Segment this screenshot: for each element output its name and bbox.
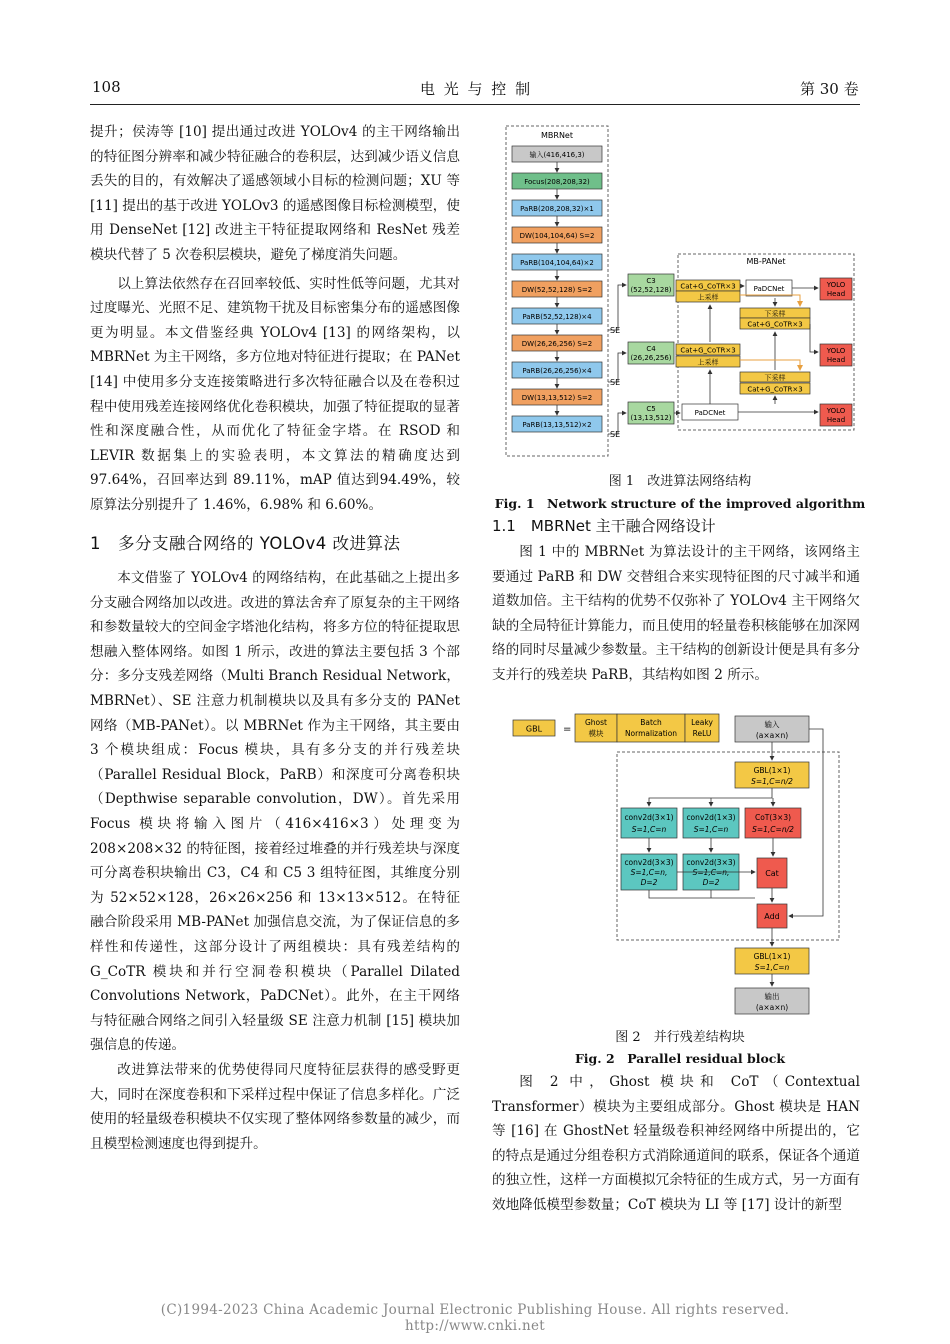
- svg-text:S=1,C=n/2: S=1,C=n/2: [752, 825, 794, 834]
- svg-text:GBL: GBL: [525, 724, 543, 734]
- right-paragraph-2: 图 2 中，Ghost 模块和 CoT（Contextual Transformer）模块为主要组成部分。Ghost 模块是 HAN 等 [16] 在 GhostNet 轻量级卷积神经网络中所提出的，它的特点是通过分组卷积方式消除通道间的联系，保证各个通道的独立性，这样一方面模拟冗余特征的生成方式，另一方面有效地降低模型参数量；CoT 模块为 LI 等 [17] 设计的新型: [492, 1074, 860, 1213]
- left-paragraph-3: 本文借鉴了 YOLOv4 的网络结构，在此基础之上提出多分支融合网络加以改进。改进的算法舍弃了原复杂的主干网络和参数量较大的空间金字塔池化结构，将多方位的特征提取思想融入整体网络。如图 1 所示，改进的算法主要包括 3 个部分：多分支残差网络（Multi Branch Residual Network，MBRNet）、SE 注意力机制模块以及具有多分支的 PANet 网络（MB-PANet）。以 MBRNet 作为主干网络，其主要由 3 个模块组成：Focus 模块，具有多分支的并行残差块（Parallel Residual Block，PaRB）和深度可分离卷积块（Depthwise separable convolution，DW）。首先采用 Focus 模块将输入图片（416×416×3）处理变为 208×208×32 的特征图，接着经过堆叠的并行残差块与深度可分离卷积块输出 C3，C4 和 C5 3 组特征图，其维度分别为 52×52×128，26×26×256 和 13×13×512。在特征融合阶段采用 MB-PANet 加强信息交流，为了保证信息的多样性和传递性，这部分设计了两组模块：具有残差结构的 G_CoTR 模块和并行空洞卷积模块（Parallel Dilated Convolutions Network，PaDCNet）。此外，在主干网络与特征融合网络之间引入轻量级 SE 注意力机制 [15] 模块加强信息的传递。: [90, 570, 460, 1054]
- subsection-title: 1.1 MBRNet 主干融合网络设计: [492, 517, 716, 535]
- cat-block-top: [676, 280, 740, 302]
- se-label-c4: SE: [610, 378, 621, 387]
- svg-text:(13,13,512): (13,13,512): [630, 414, 672, 422]
- svg-text:S=1,C=n: S=1,C=n: [754, 963, 790, 972]
- cat-block: [757, 858, 787, 888]
- svg-text:输入: 输入: [764, 720, 780, 729]
- svg-text:下采样: 下采样: [764, 374, 786, 382]
- figure-2-caption-cn: 图 2 并行残差结构块: [615, 1030, 745, 1045]
- c5-block: [628, 402, 674, 424]
- backbone-blocks: [512, 146, 602, 432]
- backbone-block-label: DW(26,26,256) S=2: [521, 340, 593, 348]
- svg-text:YOLO: YOLO: [826, 407, 846, 415]
- svg-text:ReLU: ReLU: [692, 729, 712, 738]
- input-block: [735, 716, 809, 742]
- figure-1-skip-links: [740, 295, 803, 370]
- figure-2-caption-en: Fig. 2 Parallel residual block: [574, 1051, 786, 1066]
- svg-text:S=1,C=n,: S=1,C=n,: [692, 868, 730, 877]
- left-column: [90, 120, 460, 1156]
- svg-text:Cat+G_CoTR×3: Cat+G_CoTR×3: [680, 346, 736, 355]
- mbrnet-title: MBRNet: [541, 131, 573, 140]
- svg-text:C4: C4: [646, 345, 656, 353]
- padcnet-bottom: [682, 404, 738, 420]
- conv33a-block: [621, 854, 677, 890]
- yolo-head-1: [820, 278, 852, 300]
- journal-title: 电 光 与 控 制: [420, 80, 533, 98]
- svg-text:conv2d(1×3): conv2d(1×3): [686, 813, 736, 822]
- left-paragraph-4: 改进算法带来的优势使得同尺度特征层获得的感受野更大，同时在深度卷积和下采样过程中保证了信息多样化。广泛使用的轻量级卷积模块不仅实现了整体网络参数量的减少，而且模型检测速度也得到提升。: [90, 1061, 460, 1152]
- gbl-bottom-block: [735, 948, 809, 974]
- c4-block: [628, 342, 674, 364]
- yolo-head-2: [820, 344, 852, 366]
- backbone-block-label: PaRB(208,208,32)×1: [520, 205, 594, 213]
- left-paragraph-1: 提升；侯涛等 [10] 提出通过改进 YOLOv4 的主干网络输出的特征图分辨率和减少特征融合的卷积层，达到减少语义信息丢失的目的，有效解决了遥感领域小目标的检测问题；XU 等 [11] 提出的基于改进 YOLOv3 的遥感图像目标检测模型，使用 DenseNet [12] 改进主干特征提取网络和 ResNet 残差模块代替了 5 次卷积层模块，避免了梯度消失问题。: [90, 124, 460, 263]
- svg-text:Normalization: Normalization: [624, 729, 678, 738]
- se-label-c3: SE: [610, 326, 621, 335]
- down-block-2: [740, 372, 810, 394]
- header-rule: [90, 104, 860, 105]
- conv31-block: [621, 808, 677, 838]
- copyright-footer: (C)1994-2023 China Academic Journal Electronic Publishing House. All rights reserved. http://www.cnki.net: [160, 1302, 817, 1334]
- add-block: [757, 904, 787, 928]
- right-column-top: [492, 540, 860, 688]
- svg-text:Cat+G_CoTR×3: Cat+G_CoTR×3: [747, 320, 803, 329]
- padcnet-top: [746, 280, 792, 296]
- svg-text:C5: C5: [646, 405, 656, 413]
- svg-text:GBL(1×1): GBL(1×1): [753, 766, 791, 775]
- figure-1-caption-en: Fig. 1 Network structure of the improved algorithm: [494, 496, 866, 511]
- svg-text:Head: Head: [826, 356, 846, 364]
- backbone-block-label: DW(13,13,512) S=2: [521, 394, 593, 402]
- svg-text:S=1,C=n/2: S=1,C=n/2: [751, 777, 793, 786]
- backbone-block-label: PaRB(13,13,512)×2: [522, 421, 592, 429]
- svg-text:=: =: [563, 724, 572, 735]
- svg-text:CoT(3×3): CoT(3×3): [754, 813, 792, 822]
- figure-2-diagram: [505, 712, 855, 1022]
- svg-text:S=1,C=n: S=1,C=n: [631, 825, 667, 834]
- svg-text:S=1,C=n: S=1,C=n: [693, 825, 729, 834]
- svg-text:PaDCNet: PaDCNet: [753, 285, 785, 293]
- svg-text:Cat+G_CoTR×3: Cat+G_CoTR×3: [680, 282, 736, 291]
- right-column-bottom: [492, 1070, 860, 1218]
- backbone-block-label: PaRB(26,26,256)×4: [522, 367, 592, 375]
- c3-block: [628, 274, 674, 296]
- svg-text:Ghost: Ghost: [584, 718, 608, 727]
- page-number: 108: [92, 78, 121, 96]
- down-block-1: [740, 308, 810, 329]
- svg-text:下采样: 下采样: [764, 310, 786, 318]
- figure-1-caption-cn: 图 1 改进算法网络结构: [608, 474, 752, 489]
- svg-text:D=2: D=2: [702, 878, 720, 887]
- figure-1-diagram: [500, 120, 860, 465]
- svg-text:Batch: Batch: [640, 718, 662, 727]
- svg-text:Head: Head: [826, 290, 846, 298]
- svg-text:Cat+G_CoTR×3: Cat+G_CoTR×3: [747, 385, 803, 394]
- svg-text:(a×a×n): (a×a×n): [755, 731, 789, 740]
- right-paragraph-1: 图 1 中的 MBRNet 为算法设计的主干网络，该网络主要通过 PaRB 和 DW 交替组合来实现特征图的尺寸减半和通道数加倍。主干结构的优势不仅弥补了 YOLOv4 主干网络欠缺的全局特征计算能力，而且使用的轻量卷积核能够在加深网络的同时尽量减少参数量。主干结构的创新设计便是具有多分支并行的残差块 PaRB，其结构如图 2 所示。: [492, 544, 860, 683]
- svg-text:D=2: D=2: [640, 878, 658, 887]
- mbpanet-title: MB-PANet: [746, 257, 786, 266]
- svg-text:S=1,C=n,: S=1,C=n,: [630, 868, 668, 877]
- svg-text:上采样: 上采样: [697, 293, 719, 302]
- svg-text:Head: Head: [826, 416, 846, 424]
- svg-text:YOLO: YOLO: [826, 281, 846, 289]
- svg-text:GBL(1×1): GBL(1×1): [753, 952, 791, 961]
- se-label-c5: SE: [610, 430, 621, 439]
- volume-label: 第 30 卷: [800, 80, 859, 98]
- gbl-top-block: [735, 762, 809, 788]
- backbone-block-label: DW(52,52,128) S=2: [521, 286, 593, 294]
- svg-text:(a×a×n): (a×a×n): [755, 1003, 789, 1012]
- conv13-block: [683, 808, 739, 838]
- svg-text:Cat: Cat: [765, 869, 779, 878]
- cot-block: [745, 808, 801, 838]
- section-title: 1 多分支融合网络的 YOLOv4 改进算法: [90, 533, 401, 553]
- left-paragraph-2: 以上算法依然存在召回率较低、实时性低等问题，尤其对过度曝光、光照不足、建筑物干扰及目标密集分布的遥感图像更为明显。本文借鉴经典 YOLOv4 [13] 的网络架构，以 MBRNet 为主干网络，多方位地对特征进行提取；在 PANet [14] 中使用多分支连接策略进行多次特征融合以及在卷积过程中使用残差连接网络优化卷积模块，加强了特征提取的显著性和深度融合性，从而优化了特征金字塔。在 RSOD 和 LEVIR 数据集上的实验表明，本文算法的精确度达到 97.64%，召回率达到 89.11%，mAP 值达到94.49%，较原算法分别提升了 1.46%，6.98% 和 6.60%。: [90, 275, 460, 513]
- svg-text:conv2d(3×1): conv2d(3×1): [624, 813, 674, 822]
- svg-text:输出: 输出: [764, 992, 780, 1001]
- yolo-head-3: [820, 404, 852, 426]
- cat-block-mid: [676, 344, 740, 367]
- svg-text:Add: Add: [764, 912, 780, 921]
- backbone-block-label: PaRB(104,104,64)×2: [520, 259, 594, 267]
- gbl-legend: [513, 714, 719, 742]
- svg-text:YOLO: YOLO: [826, 347, 846, 355]
- backbone-block-label: 输入(416,416,3): [529, 151, 585, 159]
- backbone-block-label: Focus(208,208,32): [524, 178, 590, 186]
- output-block: [735, 988, 809, 1014]
- backbone-block-label: DW(104,104,64) S=2: [519, 232, 595, 240]
- svg-text:C3: C3: [646, 277, 656, 285]
- svg-text:(52,52,128): (52,52,128): [630, 286, 672, 294]
- svg-text:Leaky: Leaky: [691, 718, 713, 727]
- svg-text:conv2d(3×3): conv2d(3×3): [686, 858, 736, 867]
- svg-text:PaDCNet: PaDCNet: [694, 409, 726, 417]
- svg-text:模块: 模块: [588, 729, 604, 738]
- svg-text:上采样: 上采样: [697, 358, 719, 367]
- backbone-block-label: PaRB(52,52,128)×4: [522, 313, 592, 321]
- svg-text:(26,26,256): (26,26,256): [630, 354, 672, 362]
- svg-text:conv2d(3×3): conv2d(3×3): [624, 858, 674, 867]
